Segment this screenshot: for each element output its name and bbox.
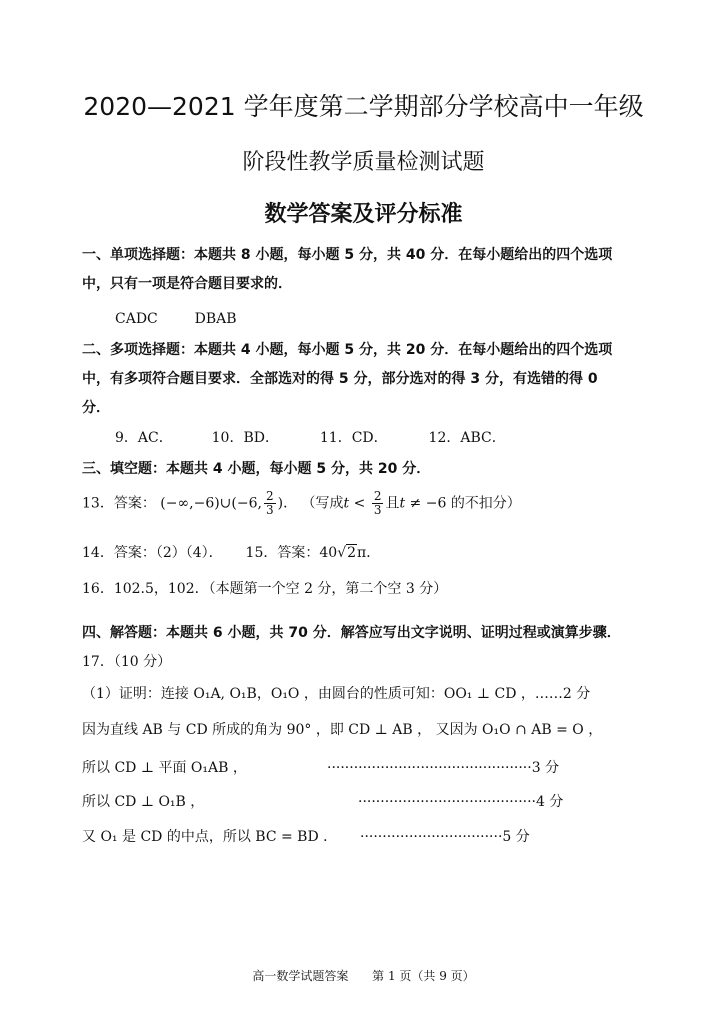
footer-page-number: 第 1 页（共 9 页） xyxy=(372,969,475,983)
answer-15-label: 15．答案： xyxy=(245,545,320,561)
page-footer xyxy=(0,967,727,984)
proof-step-2: 因为直线 AB 与 CD 所成的角为 90° ，即 CD ⊥ AB ， 又因为 O₁O ∩ AB = O ， xyxy=(82,722,603,738)
answer-13-note: （写成 xyxy=(301,495,344,512)
document-subtitle: 阶段性教学质量检测试题 xyxy=(242,150,485,175)
fraction-two-thirds: $\frac{2}{3}$ xyxy=(265,489,274,517)
fraction-two-thirds-note: $\frac{2}{3}$ xyxy=(373,489,382,517)
section1-answers xyxy=(115,311,237,327)
section1-instructions-line1: 一、单项选择题：本题共 8 小题，每小题 5 分，共 40 分．在每小题给出的四个选项 xyxy=(82,247,613,263)
answer-13: 13．答案： (−∞,−6)∪(−6, $\frac{2}{3}$ )． （写成t < $\frac{2}{3}$ 且t ≠ −6 的不扣分） xyxy=(82,489,521,517)
answer-16: 16．102.5，102．（本题第一个空 2 分，第二个空 3 分） xyxy=(82,581,448,597)
proof-step-1: （1）证明：连接 O₁A, O₁B，O₁O ，由圆台的性质可知：OO₁ ⊥ CD ，……2 分 xyxy=(82,686,591,702)
answers-5-8: DBAB xyxy=(194,311,237,327)
section2-instructions-line2: 中，有多项符合题目要求．全部选对的得 5 分，部分选对的得 3 分，有选错的得 0 xyxy=(82,371,598,387)
section1-instructions-line2: 中，只有一项是符合题目要求的． xyxy=(82,276,292,292)
answer-9: 9．AC． xyxy=(115,430,173,446)
answer-13-label: 13．答案： xyxy=(82,495,156,512)
footer-doc-name: 高一数学试题答案 xyxy=(252,969,349,983)
section2-instructions-line1: 二、多项选择题：本题共 4 小题，每小题 5 分，共 20 分．在每小题给出的四个选项 xyxy=(82,342,613,358)
section2-answers xyxy=(115,427,506,447)
section4-instructions: 四、解答题：本题共 6 小题，共 70 分．解答应写出文字说明、证明过程或演算步骤． xyxy=(82,625,621,641)
answer-14-15: 14．答案：（2）（4）． 15．答案：40√2π． xyxy=(82,545,381,561)
document-title: 2020—2021 学年度第二学期部分学校高中一年级 xyxy=(83,92,644,121)
document-heading: 数学答案及评分标准 xyxy=(264,202,463,227)
section2-instructions-line3: 分． xyxy=(82,400,110,416)
answer-10: 10．BD． xyxy=(211,430,279,446)
proof-step-3: 所以 CD ⊥ 平面 O₁AB ， xyxy=(82,760,247,776)
answer-14: 14．答案：（2）（4）． xyxy=(82,545,223,561)
answer-12: 12．ABC． xyxy=(428,430,506,446)
answers-1-4: CADC xyxy=(115,311,158,327)
question-17-heading: 17．（10 分） xyxy=(82,654,172,670)
section3-instructions: 三、填空题：本题共 4 小题，每小题 5 分，共 20 分． xyxy=(82,461,431,477)
answer-13-interval: (−∞,−6)∪(−6, xyxy=(160,495,262,512)
proof-step-5: 又 O₁ 是 CD 的中点，所以 BC = BD ． xyxy=(82,829,338,845)
score-marker-3: ··············································3 分 xyxy=(327,760,560,776)
proof-step-4: 所以 CD ⊥ O₁B ， xyxy=(82,794,205,810)
answer-15-value: 40 xyxy=(319,545,338,561)
answer-11: 11．CD． xyxy=(319,430,388,446)
score-marker-4: ········································4 分 xyxy=(358,794,564,810)
score-marker-5: ································5 分 xyxy=(360,829,530,845)
